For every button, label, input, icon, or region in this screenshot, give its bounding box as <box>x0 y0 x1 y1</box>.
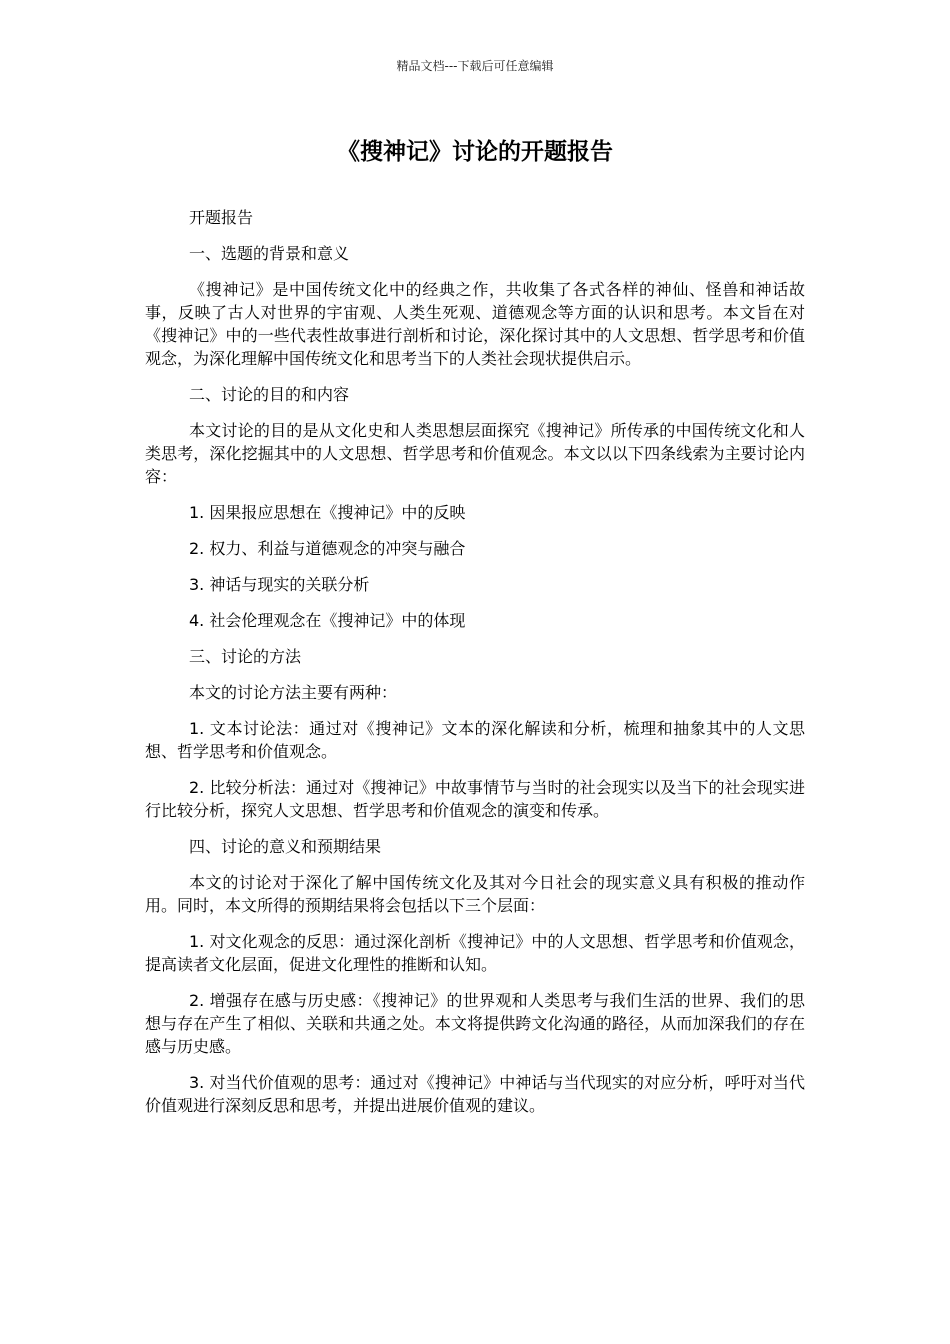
list-item-result-3: 3. 对当代价值观的思考：通过对《搜神记》中神话与当代现实的对应分析，呼吁对当代价值观进行深刻反思和思考，并提出进展价值观的建议。 <box>145 1073 805 1115</box>
document-body <box>145 206 805 1130</box>
section-heading-background: 一、选题的背景和意义 <box>189 244 350 263</box>
paragraph-significance: 本文的讨论对于深化了解中国传统文化及其对今日社会的现实意义具有积极的推动作用。同时，本文所得的预期结果将会包括以下三个层面： <box>145 873 805 915</box>
section-heading-significance: 四、讨论的意义和预期结果 <box>189 837 382 856</box>
list-item-method-1: 1. 文本讨论法：通过对《搜神记》文本的深化解读和分析，梳理和抽象其中的人文思想、哲学思考和价值观念。 <box>145 719 805 761</box>
list-item-result-1: 1. 对文化观念的反思：通过深化剖析《搜神记》中的人文思想、哲学思考和价值观念，提高读者文化层面，促进文化理性的推断和认知。 <box>145 932 805 974</box>
list-item-method-2: 2. 比较分析法：通过对《搜神记》中故事情节与当时的社会现实以及当下的社会现实进行比较分析，探究人文思想、哲学思考和价值观念的演变和传承。 <box>145 778 805 820</box>
section-heading-methods: 三、讨论的方法 <box>189 647 302 666</box>
list-item-content-3: 3. 神话与现实的关联分析 <box>189 575 370 594</box>
list-item-result-2: 2. 增强存在感与历史感：《搜神记》的世界观和人类思考与我们生活的世界、我们的思想与存在产生了相似、关联和共通之处。本文将提供跨文化沟通的路径，从而加深我们的存在感与历史感。 <box>145 991 805 1056</box>
section-heading-purpose: 二、讨论的目的和内容 <box>189 385 350 404</box>
page-header: 精品文档---下载后可任意编辑 <box>396 59 554 73</box>
paragraph-background: 《搜神记》是中国传统文化中的经典之作，共收集了各式各样的神仙、怪兽和神话故事，反映了古人对世界的宇宙观、人类生死观、道德观念等方面的认识和思考。本文旨在对《搜神记》中的一些代表性故事进行剖析和讨论，深化探讨其中的人文思想、哲学思考和价值观念，为深化理解中国传统文化和思考当下的人类社会现状提供启示。 <box>145 280 805 368</box>
paragraph-methods-intro: 本文的讨论方法主要有两种： <box>189 683 398 702</box>
paragraph-report-label: 开题报告 <box>189 208 254 227</box>
list-item-content-4: 4. 社会伦理观念在《搜神记》中的体现 <box>189 611 466 630</box>
list-item-content-1: 1. 因果报应思想在《搜神记》中的反映 <box>189 503 466 522</box>
paragraph-purpose: 本文讨论的目的是从文化史和人类思想层面探究《搜神记》所传承的中国传统文化和人类思考，深化挖掘其中的人文思想、哲学思考和价值观念。本文以以下四条线索为主要讨论内容： <box>145 421 805 486</box>
list-item-content-2: 2. 权力、利益与道德观念的冲突与融合 <box>189 539 466 558</box>
document-title: 《搜神记》讨论的开题报告 <box>337 139 613 165</box>
